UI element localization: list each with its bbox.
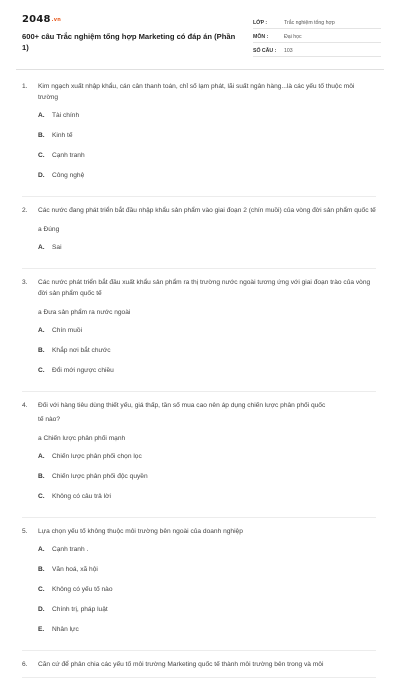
- answer-option[interactable]: [38, 623, 210, 635]
- answer-option[interactable]: [38, 129, 210, 141]
- question-row: [22, 659, 376, 670]
- option-letter: A.: [38, 452, 45, 460]
- option-text: Chính trị, pháp luật: [52, 605, 108, 613]
- option-text: Cạnh tranh: [52, 151, 85, 159]
- question-row: [22, 81, 376, 103]
- meta-value: Đại học: [284, 34, 302, 40]
- meta-row-class: [253, 15, 381, 29]
- option-letter: C.: [38, 151, 45, 159]
- question-number: 1.: [22, 83, 28, 90]
- question-row: [22, 526, 376, 537]
- option-letter: B.: [38, 565, 45, 573]
- answer-option[interactable]: [38, 450, 210, 462]
- question-item: [22, 81, 376, 197]
- question-text-continued: tế nào?: [38, 416, 60, 423]
- question-number: 2.: [22, 207, 28, 214]
- question-text: Các nước phát triển bắt đầu xuất khẩu sản phẩm ra thị trường nước ngoài tương ứng với giai đoạn trào của vòng đời sản phẩm quốc tế: [38, 279, 371, 297]
- logo-suffix: .vn: [51, 17, 61, 23]
- option-letter: D.: [38, 171, 45, 179]
- answer-options: [22, 109, 376, 189]
- option-letter: A.: [38, 545, 45, 553]
- question-number: 5.: [22, 528, 28, 535]
- answer-option[interactable]: [38, 543, 210, 555]
- question-list: [0, 70, 400, 678]
- answer-option[interactable]: [38, 470, 210, 482]
- meta-panel: [253, 15, 381, 57]
- option-text: Không có câu trả lời: [52, 492, 111, 500]
- option-letter: A.: [38, 111, 45, 119]
- question-text: Căn cứ để phân chia các yếu tố môi trường Marketing quốc tế thành môi trường bên trong và môi: [38, 661, 324, 668]
- question-row: [22, 400, 376, 411]
- option-letter: B.: [38, 472, 45, 480]
- option-letter: B.: [38, 131, 45, 139]
- meta-value: 103: [284, 48, 293, 54]
- answer-option[interactable]: [38, 490, 210, 502]
- question-item: [22, 205, 376, 269]
- question-number: 3.: [22, 279, 28, 286]
- option-text: Cạnh tranh .: [52, 545, 89, 553]
- meta-label: LỚP :: [253, 20, 268, 26]
- option-letter: C.: [38, 366, 45, 374]
- answer-option[interactable]: [38, 324, 210, 336]
- option-letter: A.: [38, 326, 45, 334]
- option-text: Đổi mới ngược chiều: [52, 366, 114, 374]
- answer-line: a Đúng: [38, 226, 60, 233]
- page-title: 600+ câu Trắc nghiệm tổng hợp Marketing có đáp án (Phần 1): [22, 32, 236, 52]
- option-text: Chiến lược phân phối độc quyền: [52, 472, 148, 480]
- option-text: Công nghệ: [52, 171, 85, 179]
- answer-options: [22, 324, 376, 384]
- question-row: [22, 277, 376, 299]
- question-number: 6.: [22, 661, 28, 668]
- question-item: [22, 277, 376, 392]
- meta-value: Trắc nghiệm tổng hợp: [284, 20, 335, 26]
- answer-options: [22, 450, 376, 510]
- answer-option[interactable]: [38, 583, 210, 595]
- answer-option[interactable]: [38, 364, 210, 376]
- meta-row-subject: [253, 29, 381, 43]
- answer-line: a Đưa sản phẩm ra nước ngoài: [38, 309, 131, 316]
- option-text: Chiến lược phân phối chọn lọc: [52, 452, 142, 460]
- answer-option[interactable]: [38, 563, 210, 575]
- answer-options: [22, 241, 376, 261]
- meta-label: MÔN :: [253, 34, 269, 40]
- question-text: Lựa chọn yếu tố không thuộc môi trường bên ngoài của doanh nghiệp: [38, 528, 243, 535]
- option-text: Tài chính: [52, 111, 80, 119]
- option-letter: D.: [38, 605, 45, 613]
- option-text: Nhân lực: [52, 625, 79, 633]
- answer-option[interactable]: [38, 109, 210, 121]
- logo-text: 2048: [22, 14, 51, 25]
- question-item: [22, 400, 376, 518]
- question-number: 4.: [22, 402, 28, 409]
- option-letter: A.: [38, 243, 45, 251]
- option-text: Sai: [52, 243, 62, 251]
- question-row: [22, 205, 376, 216]
- meta-label: SỐ CÂU :: [253, 48, 277, 54]
- answer-option[interactable]: [38, 344, 210, 356]
- option-letter: B.: [38, 346, 45, 354]
- option-letter: E.: [38, 625, 45, 633]
- answer-option[interactable]: [38, 241, 210, 253]
- question-item: [22, 526, 376, 651]
- page-header: [0, 0, 400, 70]
- option-text: Khắp nơi bắt chước: [52, 346, 111, 354]
- option-text: Chín muồi: [52, 326, 83, 334]
- question-text: Đối với hàng tiêu dùng thiết yếu, giá thấp, tần số mua cao nên áp dụng chiến lược phân phối quốc: [38, 402, 326, 409]
- answer-option[interactable]: [38, 603, 210, 615]
- option-text: Văn hoá, xã hội: [52, 565, 98, 573]
- answer-option[interactable]: [38, 149, 210, 161]
- option-text: Kinh tế: [52, 131, 73, 139]
- meta-row-count: [253, 43, 381, 57]
- option-letter: C.: [38, 492, 45, 500]
- answer-option[interactable]: [38, 169, 210, 181]
- answer-line: a Chiến lược phân phối mạnh: [38, 435, 126, 442]
- question-item: [22, 659, 376, 678]
- option-text: Không có yếu tố nào: [52, 585, 113, 593]
- answer-options: [22, 543, 376, 643]
- header-divider: [16, 69, 384, 70]
- question-text: Kim ngạch xuất nhập khẩu, cán cân thanh toán, chỉ số lạm phát, lãi suất ngân hàng...là các yếu tố thuộc môi trường: [38, 83, 355, 101]
- option-letter: C.: [38, 585, 45, 593]
- question-text: Các nước đang phát triển bắt đầu nhập khẩu sản phẩm vào giai đoạn 2 (chín muồi) của vòng đời sản phẩm quốc tế: [38, 207, 376, 214]
